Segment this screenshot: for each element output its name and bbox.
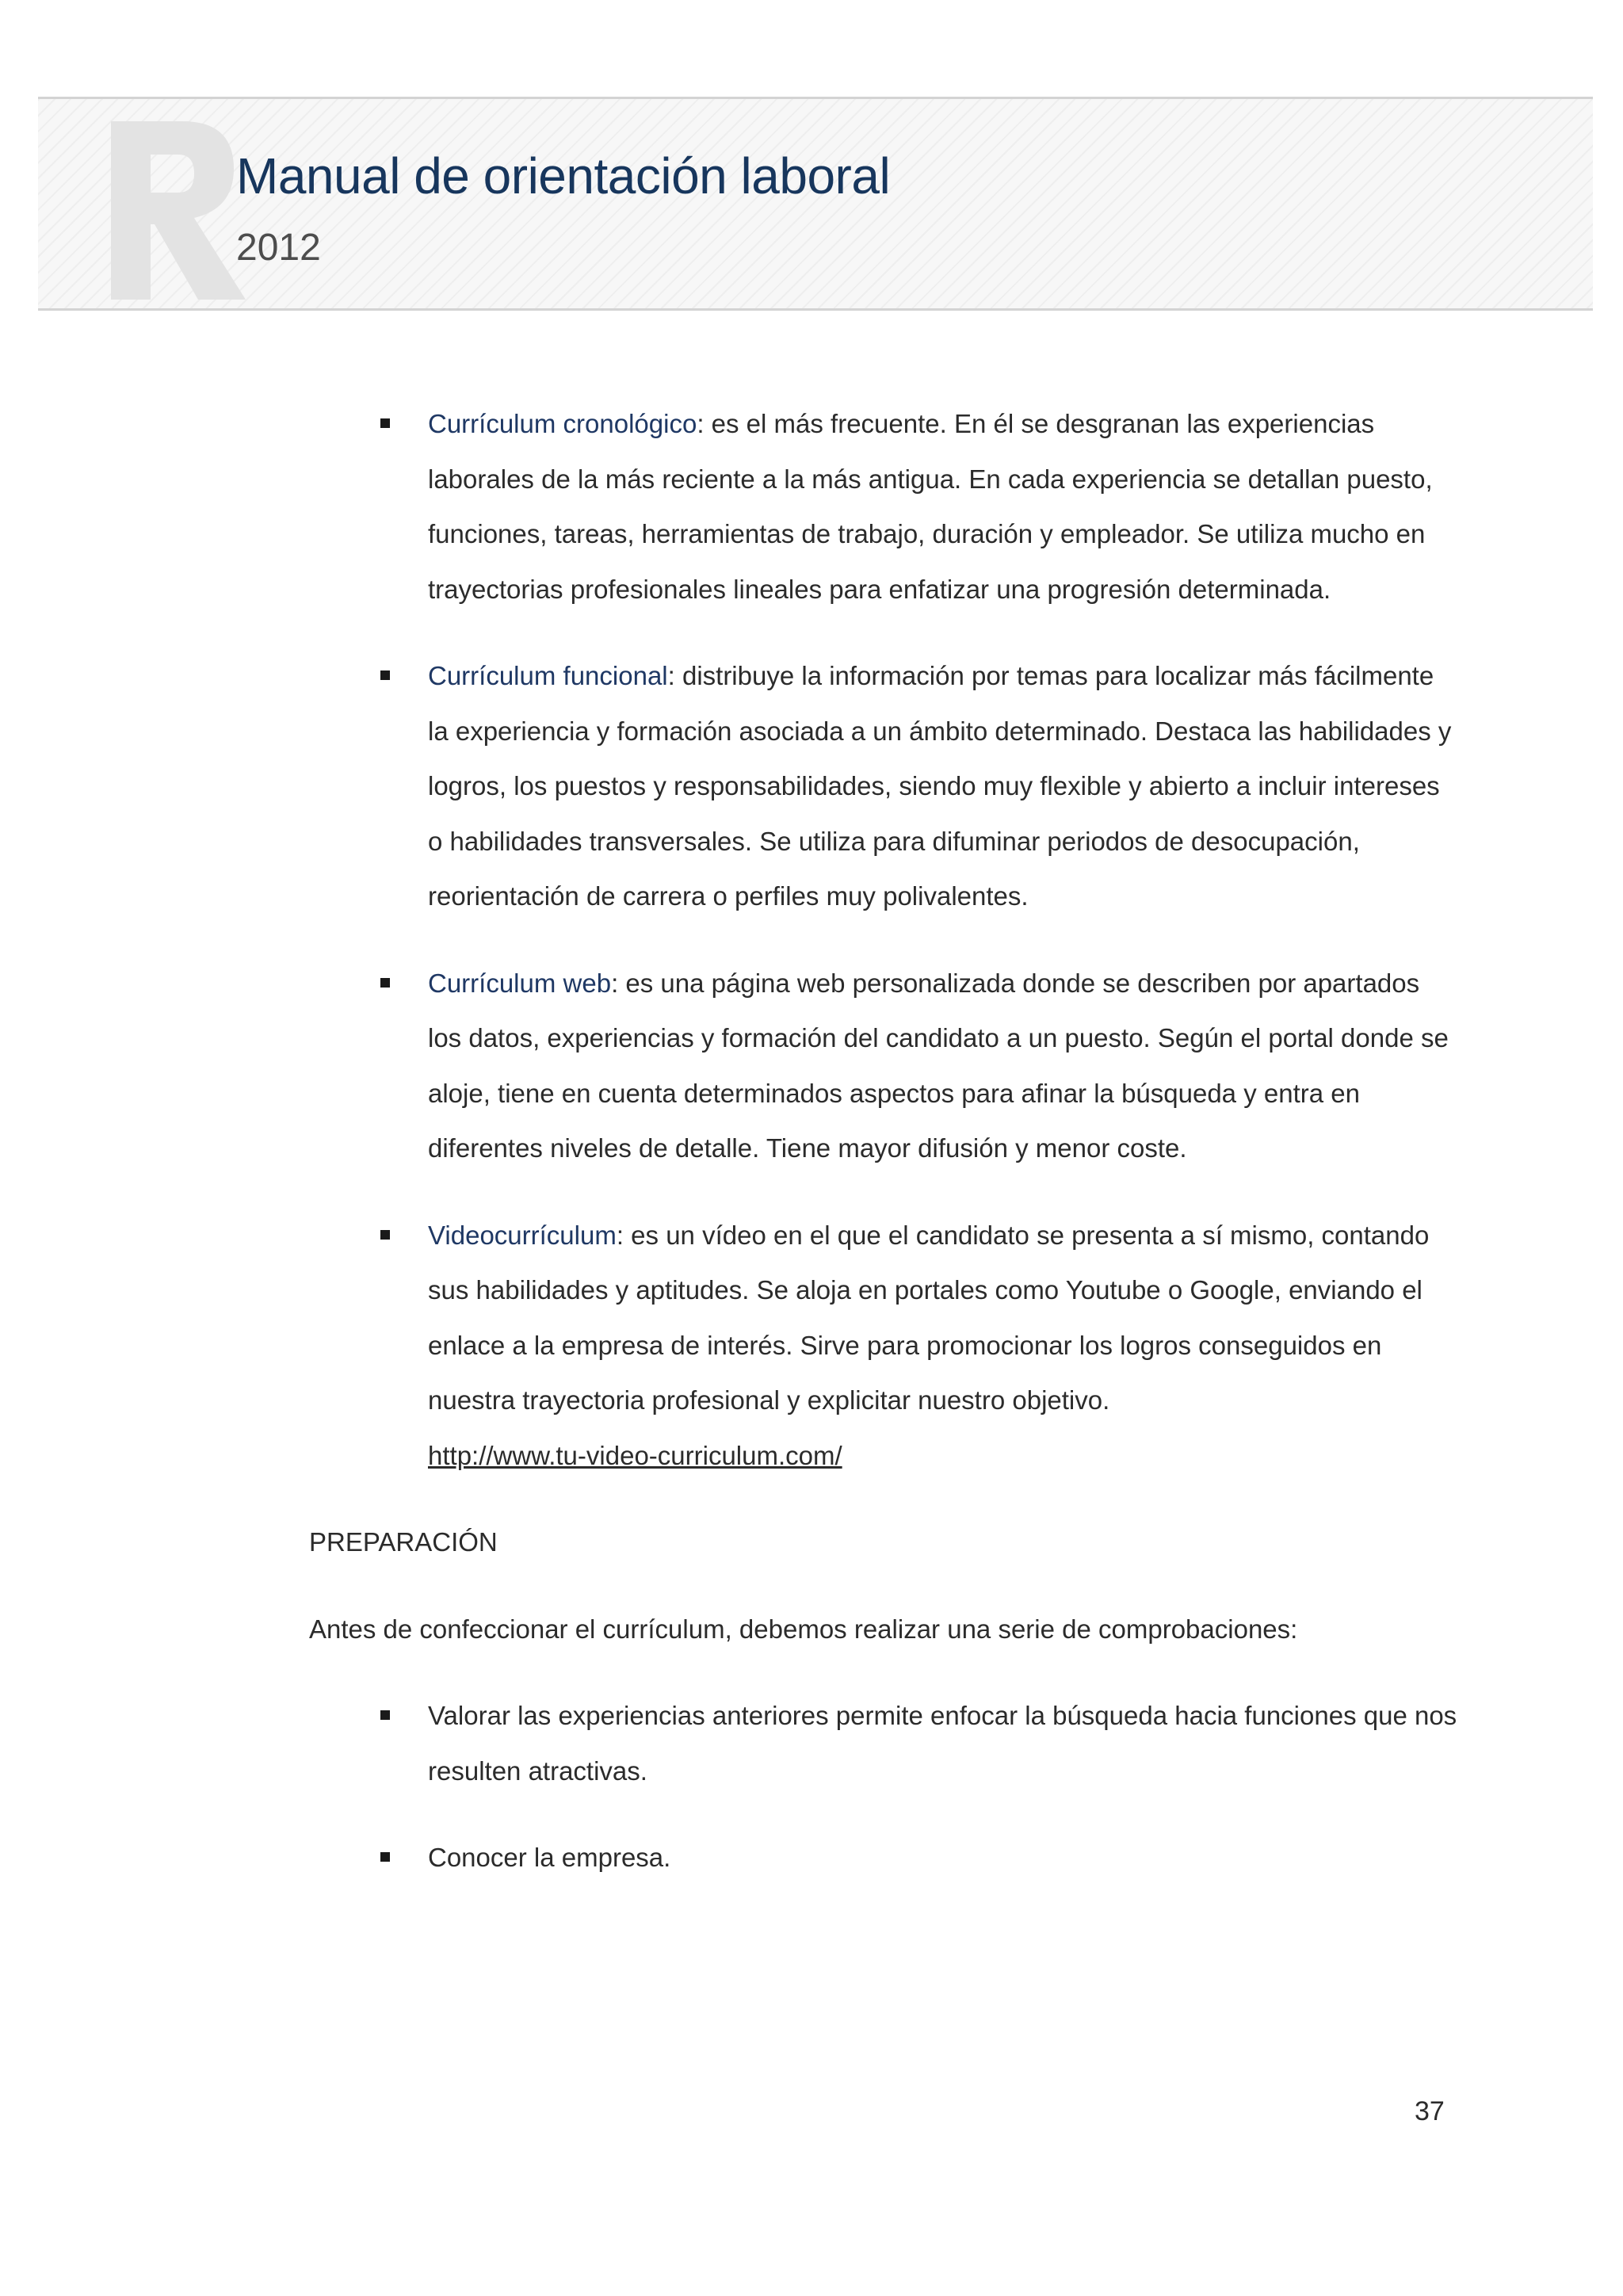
cv-type-description: : es el más frecuente. En él se desgranan las experiencias laborales de la más reciente a la más antigua. En cada experiencia se detallan puesto, funciones, tareas, herramientas de trabajo, duración y empleador. Se utiliza mucho en trayectorias profesionales lineales para enfatizar una progresión determinada.: [428, 409, 1433, 604]
document-title: Manual de orientación laboral: [236, 147, 891, 204]
preparation-item-text: Valorar las experiencias anteriores permite enfocar la búsqueda hacia funciones que nos resulten atractivas.: [428, 1701, 1457, 1786]
cv-type-description: : es una página web personalizada donde se describen por apartados los datos, experiencias y formación del candidato a un puesto. Según el portal donde se aloje, tiene en cuenta determinados aspectos para afinar la búsqueda y entra en diferentes niveles de detalle. Tiene mayor difusión y menor coste.: [428, 968, 1449, 1163]
document-header-band: [38, 97, 1593, 311]
list-item: [309, 396, 1458, 617]
page-number: 37: [1415, 2096, 1445, 2126]
letter-r-watermark-icon: [95, 113, 254, 304]
square-bullet-icon: [380, 1852, 390, 1862]
document-year: 2012: [236, 227, 321, 269]
list-item: [309, 1830, 1458, 1885]
preparation-item-text: Conocer la empresa.: [428, 1843, 671, 1872]
square-bullet-icon: [380, 1230, 390, 1240]
page-content: [309, 396, 1458, 1917]
section-heading: PREPARACIÓN: [309, 1527, 498, 1557]
cv-type-description: : distribuye la información por temas para localizar más fácilmente la experiencia y formación asociada a un ámbito determinado. Destaca las habilidades y logros, los puestos y responsabilidades, siendo muy flexible y abierto a incluir intereses o habilidades transversales. Se utiliza para difuminar periodos de desocupación, reorientación de carrera o perfiles muy polivalentes.: [428, 661, 1452, 911]
preparation-intro: Antes de confeccionar el currículum, debemos realizar una serie de comprobaciones:: [309, 1614, 1298, 1644]
cv-type-term: Currículum web: [428, 968, 612, 998]
video-curriculum-link[interactable]: http://www.tu-video-curriculum.com/: [428, 1440, 842, 1470]
preparation-list: [309, 1688, 1458, 1885]
list-item: [309, 1208, 1458, 1484]
list-item: [309, 1688, 1458, 1798]
cv-type-term: Currículum cronológico: [428, 409, 697, 438]
cv-type-term: Videocurrículum: [428, 1220, 617, 1250]
list-item: [309, 648, 1458, 924]
square-bullet-icon: [380, 670, 390, 680]
square-bullet-icon: [380, 1710, 390, 1720]
square-bullet-icon: [380, 978, 390, 988]
square-bullet-icon: [380, 418, 390, 428]
list-item: [309, 956, 1458, 1176]
cv-types-list: [309, 396, 1458, 1483]
cv-type-description: : es un vídeo en el que el candidato se presenta a sí mismo, contando sus habilidades y aptitudes. Se aloja en portales como Youtube o Google, enviando el enlace a la empresa de interés. Sirve para promocionar los logros conseguidos en nuestra trayectoria profesional y explicitar nuestro objetivo.: [428, 1220, 1430, 1415]
cv-type-term: Currículum funcional: [428, 661, 668, 690]
